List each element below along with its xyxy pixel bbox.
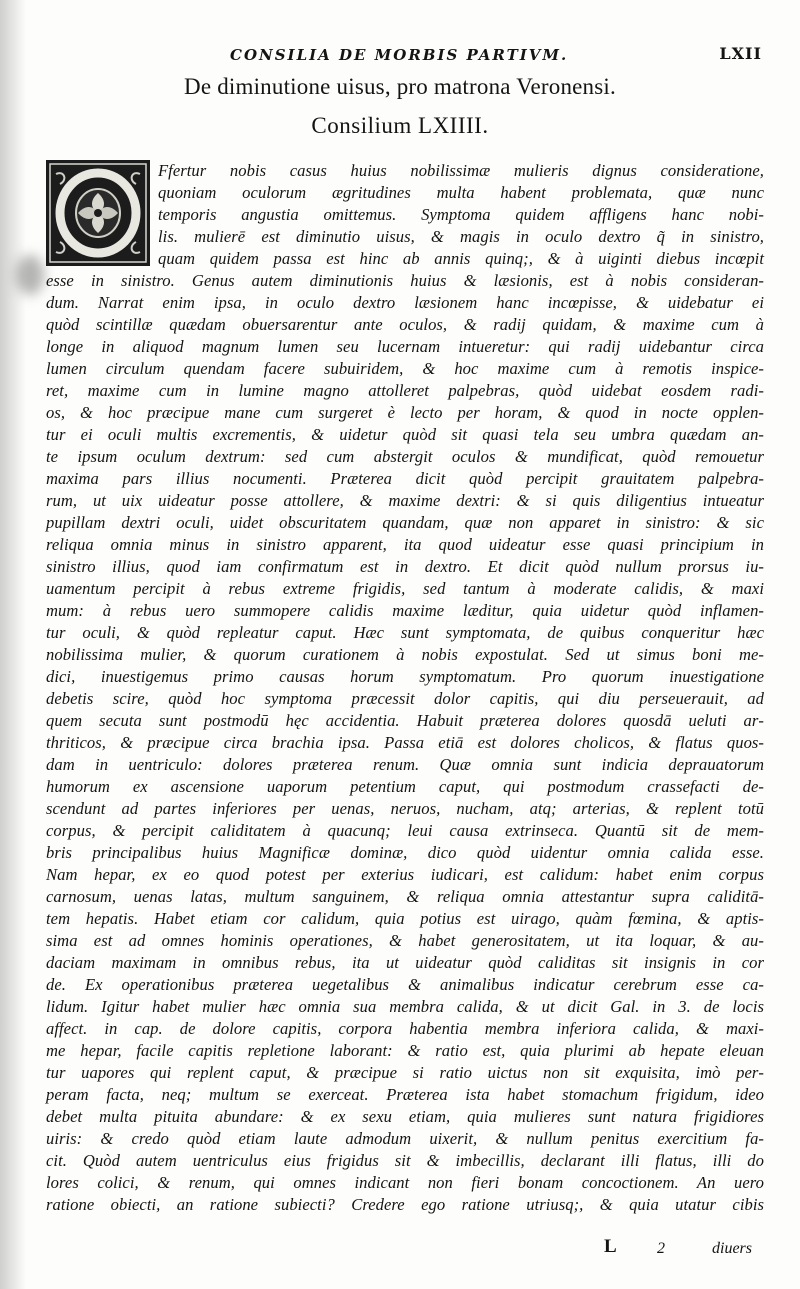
text-line: debet multa pituita abundare: & ex sexu etiam, quia mulieres sunt natura frigidiores — [46, 1107, 764, 1126]
text-line: quòd scintillæ quædam obuersarentur ante oculos, & radij quidam, & maxime cum à — [46, 315, 764, 334]
text-line: bris principalibus huius Magnificæ dominæ, dico quòd uidentur omnia calida esse. — [46, 843, 764, 862]
text-line: quem secuta sunt postmodū hęc accidentia. Habuit præterea dolores quosdā ueluti ar‑ — [46, 711, 764, 730]
text-line: mum: à rebus uero summopere calidis maxime læditur, quia uidetur quòd inflamen‑ — [46, 601, 764, 620]
consilium-title: De diminutione uisus, pro matrona Veronensi. — [184, 74, 616, 99]
signature-number: 2 — [657, 1240, 665, 1257]
text-line: temporis angustia omittemus. Symptoma quidem affligens hanc nobi‑ — [158, 205, 764, 224]
consilium-number: Consilium LXIIII. — [311, 113, 489, 138]
ink-stain — [16, 255, 44, 295]
binding-shadow — [0, 0, 26, 1289]
running-head: CONSILIA DE MORBIS PARTIVM. — [230, 46, 569, 64]
text-line: lores colici, & renum, qui omnes indicant non fieri bonam concoctionem. An uero — [46, 1173, 764, 1192]
text-line: me hepar, facile capitis repletione laborant: & ratio est, quia plurimi ab hepate eleuan — [46, 1041, 764, 1060]
text-line: dum. Narrat enim ipsa, in oculo dextro læsionem hanc incœpisse, & uidebatur ei — [46, 293, 764, 312]
text-line: cit. Quòd autem uentriculus eius frigidus sit & imbecillis, declarant illi flatus, illi do — [46, 1151, 764, 1170]
text-line: maxima pars illius nocumenti. Præterea dicit quòd percipit grauitatem palpebra‑ — [46, 469, 764, 488]
text-line: lumen circulum quendam facere subuiridem, & hoc maxime cum à remotis inspice‑ — [46, 359, 764, 378]
text-line: uiris: & credo quòd etiam laute admodum uixerit, & nullum penitus exercitium fa‑ — [46, 1129, 764, 1148]
text-line: sinistro illius, quod iam confirmatum est in dextro. Et dicit quòd nullum prorsus iu‑ — [46, 557, 764, 576]
text-line: sima est ad omnes hominis operationes, & habet generositatem, ut ita loquar, & au‑ — [46, 931, 764, 950]
text-line: nobilissima mulier, & quorum curationem à nobis expostulat. Sed ut simus boni me‑ — [46, 645, 764, 664]
text-line: affect. in cap. de dolore capitis, corpora habentia membra inferiora calida, & maxi‑ — [46, 1019, 764, 1038]
text-line: ret, maxime cum in lumine magno attolleret palpebras, quòd uidebat eosdem radi‑ — [46, 381, 764, 400]
text-line: tur oculi, & quòd repleatur caput. Hæc sunt symptomata, de quibus conqueritur hæc — [46, 623, 764, 642]
text-line: daciam maximam in omnibus rebus, ita ut uideatur quòd caliditas sit insignis in cor — [46, 953, 764, 972]
text-line: te ipsum oculum dextrum: sed cum abstergit oculos & mundificat, quòd remouetur — [46, 447, 764, 466]
text-line: Nam hepar, ex eo quod potest per exterius iudicari, est calidum: habet enim corpus — [46, 865, 764, 884]
text-line: quam quidem passa est hinc ab annis quinq;, & à uiginti diebus incœpit — [158, 249, 764, 268]
text-line: carnosum, uenas latas, multum sanguinem, & reliqua omnia attestantur supra caliditā‑ — [46, 887, 764, 906]
text-line: ratione obiecti, an ratione subiecti? Credere ego ratione utriusq;, & quia utatur cibis — [46, 1195, 764, 1214]
text-line: scendunt ad partes inferiores per uenas, neruos, nucham, atq; arterias, & replent totū — [46, 799, 764, 818]
text-line: thriticos, & præcipue circa brachia ipsa. Passa etiā est dolores cholicos, & flatus quos‑ — [46, 733, 764, 752]
text-line: rum, ut uix uideatur posse attollere, & maxime dextri: & si quis diligentius intueatur — [46, 491, 764, 510]
text-line: tur ei oculi multis excrementis, & uidetur quòd sit quasi tela seu umbra quædam an‑ — [46, 425, 764, 444]
text-line: tur uapores qui replent caput, & præcipue si ratio uictus non sit exquisita, imò per‑ — [46, 1063, 764, 1082]
ornamental-initial-icon — [46, 160, 150, 266]
text-line: quoniam oculorum ægritudines multa habent problemata, quæ nunc — [158, 183, 764, 202]
text-line: lis. mulierē est diminutio uisus, & magis in oculo dextro q̃ in sinistro, — [158, 227, 764, 246]
text-line: de. Ex operationibus præterea uegetalibus & animalibus indicatur cerebrum esse ca‑ — [46, 975, 764, 994]
text-line: pupillam dextri oculi, uidet obscuritatem quandam, quæ non apparet in sinistro: & sic — [46, 513, 764, 532]
text-line: tem hepatis. Habet etiam cor calidum, quia potius est uirago, quàm fœmina, & aptis‑ — [46, 909, 764, 928]
text-line: longe in aliquod magnum lumen seu lucernam intueretur: qui radij uidebantur circa — [46, 337, 764, 356]
catchword: diuers — [712, 1240, 752, 1257]
text-line: dici, inuestigemus primo causas horum symptomatum. Pro quorum inuestigatione — [46, 667, 764, 686]
text-line: dam in uentriculo: dolores præterea renum. Quæ omnia sunt indicia deprauatorum — [46, 755, 764, 774]
text-line: debetis scire, quòd hoc symptoma præcessit dolor capitis, qui diu perseuerauit, ad — [46, 689, 764, 708]
text-line: os, & hoc præcipue mane cum surgeret è lecto per horam, & quod in nocte opplen‑ — [46, 403, 764, 422]
text-line: reliqua omnia minus in sinistro apparent, ita quod uideatur esse quasi principium in — [46, 535, 764, 554]
text-line: humorum ex ascensione uaporum petentium caput, qui postmodum crassefacti de‑ — [46, 777, 764, 796]
text-line: Ffertur nobis casus huius nobilissimæ mulieris dignus consideratione, — [158, 161, 764, 180]
text-line: esse in sinistro. Genus autem diminutionis huius & læsionis, est à nobis consideran‑ — [46, 271, 764, 290]
signature-mark: L — [604, 1236, 617, 1257]
text-line: corpus, & percipit caliditatem à quacunq; leui causa extrinseca. Quantū sit de mem‑ — [46, 821, 764, 840]
text-line: uamentum percipit à rebus extreme frigidis, sed tantum à moderate calidis, & maxi — [46, 579, 764, 598]
folio-number: LXII — [719, 44, 762, 63]
text-line: lidum. Igitur habet mulier hæc omnia sua membra calida, & ut dicit Gal. in 3. de locis — [46, 997, 764, 1016]
text-line: peram facta, neq; multum se exerceat. Præterea ista habet stomachum frigidum, ideo — [46, 1085, 764, 1104]
